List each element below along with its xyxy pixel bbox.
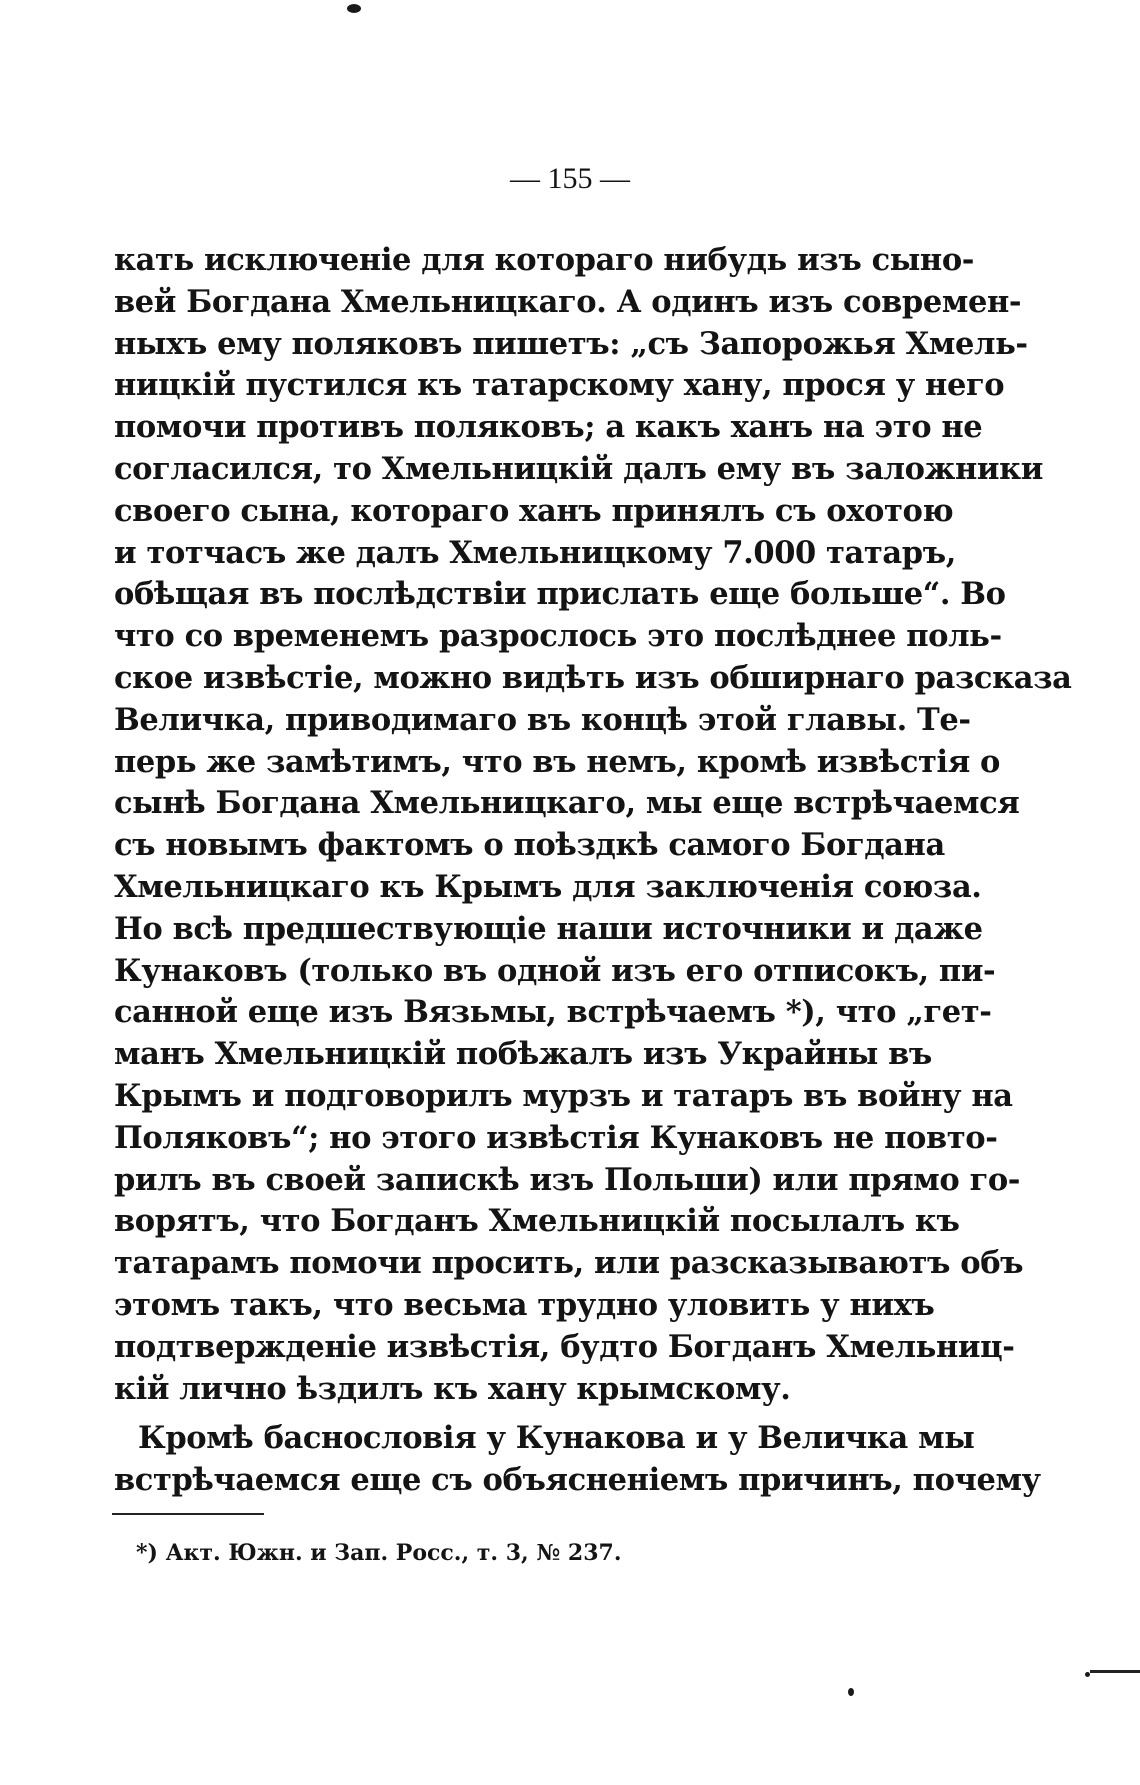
text-line: своего сына, котораго ханъ принялъ съ охотою: [114, 492, 954, 529]
text-line: Но всѣ предшествующіе наши источники и даже: [114, 910, 983, 947]
scan-speck: [848, 1688, 854, 1696]
text-line: кать исключеніе для котораго нибудь изъ сыно-: [114, 242, 975, 278]
text-line: встрѣчаемся еще съ объясненіемъ причинъ, почему: [114, 1462, 1041, 1499]
text-line: рилъ въ своей запискѣ изъ Польши) или прямо го-: [114, 1161, 1021, 1198]
footnote-separator: [112, 1513, 264, 1515]
paragraph-1: [114, 240, 1072, 1410]
text-line: кій лично ѣздилъ къ хану крымскому.: [114, 1370, 791, 1407]
text-line: что со временемъ разрослось это послѣднее поль-: [114, 618, 1002, 655]
text-line: подтвержденіе извѣстія, будто Богданъ Хмельниц-: [114, 1328, 1015, 1365]
scan-mark: [1090, 1670, 1140, 1673]
text-line: ныхъ ему поляковъ пишетъ: „съ Запорожья Хмель-: [114, 325, 1028, 362]
text-line: Крымъ и подговорилъ мурзъ и татаръ въ войну на: [114, 1077, 1013, 1114]
text-line: Хмельницкаго къ Крымъ для заключенія союза.: [114, 868, 982, 905]
text-line: перь же замѣтимъ, что въ немъ, кромѣ извѣстія о: [114, 743, 1000, 780]
text-line: этомъ такъ, что весьма трудно уловить у нихъ: [114, 1286, 935, 1323]
text-line: татарамъ помочи просить, или разсказываютъ объ: [114, 1245, 1024, 1282]
text-line: манъ Хмельницкій побѣжалъ изъ Украйны въ: [114, 1036, 932, 1073]
scan-speck: [347, 4, 361, 13]
text-line: Кунаковъ (только въ одной изъ его отписокъ, пи-: [114, 952, 996, 989]
paragraph-2: [114, 1418, 1041, 1502]
text-line: Кромѣ баснословія у Кунакова и у Величка мы: [138, 1420, 975, 1457]
text-line: ское извѣстіе, можно видѣть изъ обширнаго разсказа: [114, 659, 1072, 696]
text-line: ворятъ, что Богданъ Хмельницкій посылалъ къ: [114, 1203, 960, 1240]
text-line: ницкій пустился къ татарскому хану, прося у него: [114, 367, 1005, 404]
text-line: санной еще изъ Вязьмы, встрѣчаемъ *), что „гет-: [114, 994, 992, 1031]
body-text: [114, 240, 1072, 1502]
page-number: — 155 —: [510, 162, 630, 195]
text-line: и тотчасъ же далъ Хмельницкому 7.000 татаръ,: [114, 534, 956, 571]
footnote: *) Акт. Южн. и Зап. Росс., т. 3, № 237.: [136, 1540, 622, 1566]
text-line: вей Богдана Хмельницкаго. А одинъ изъ современ-: [114, 283, 1022, 320]
text-line: сынѣ Богдана Хмельницкаго, мы еще встрѣчаемся: [114, 785, 1020, 822]
text-line: Величка, приводимаго въ концѣ этой главы. Те-: [114, 701, 971, 738]
text-line: съ новымъ фактомъ о поѣздкѣ самого Богдана: [114, 827, 945, 864]
text-line: согласился, то Хмельницкій далъ ему въ заложники: [114, 450, 1043, 487]
text-line: помочи противъ поляковъ; а какъ ханъ на это не: [114, 409, 983, 446]
text-line: Поляковъ“; но этого извѣстія Кунаковъ не повто-: [114, 1119, 998, 1156]
text-line: обѣщая въ послѣдствіи прислать еще больше“. Во: [114, 576, 1006, 613]
